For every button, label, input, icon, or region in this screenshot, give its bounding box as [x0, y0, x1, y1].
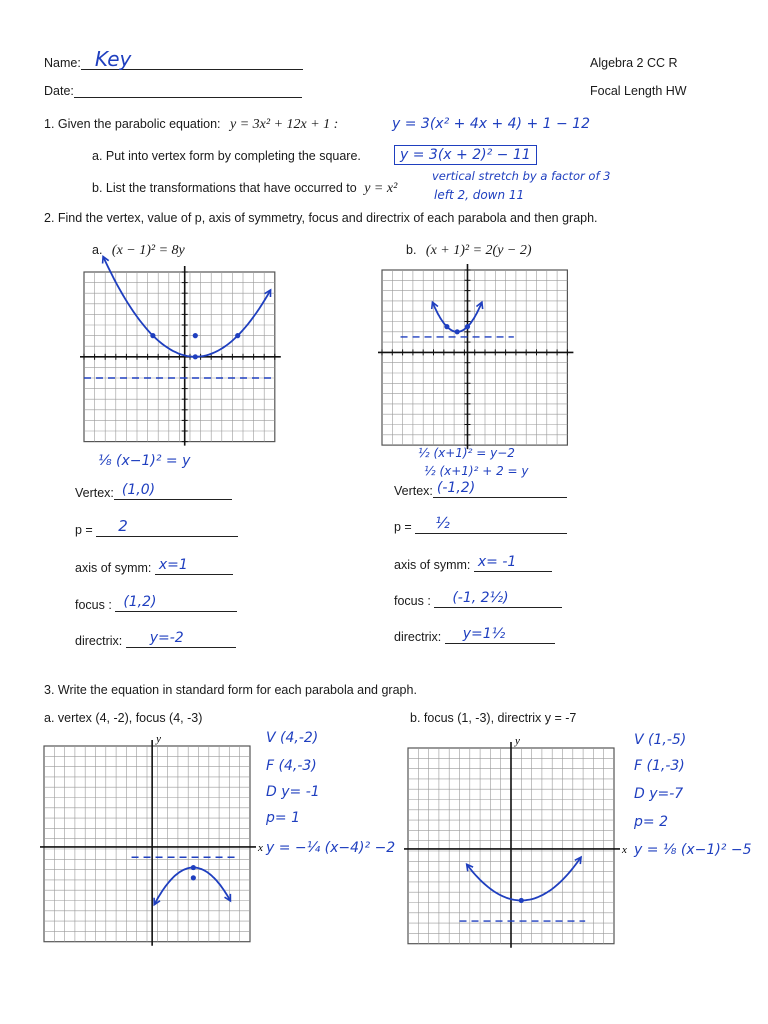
q1-prompt-text: 1. Given the parabolic equation: [44, 117, 221, 131]
q2a-directrix-label: directrix: [75, 634, 123, 648]
q2a-focus-label: focus : [75, 598, 112, 612]
q3b-note-vertex: V (1,-5) [634, 732, 687, 748]
q2b-p-label: p = [394, 520, 412, 534]
q2b-p-value: ½ [435, 514, 450, 532]
q3a-equation: y = −¼ (x−4)² −2 [266, 840, 396, 856]
plotted-point-2b [455, 329, 460, 334]
parabola-3b [467, 857, 581, 900]
q2a-equation: (x − 1)² = 8y [111, 243, 185, 258]
name-value: Key [94, 47, 132, 71]
graph-2a [84, 272, 278, 446]
q2b-focus-row [394, 590, 562, 608]
q2a-label: a. [92, 243, 103, 257]
q3b-label: b. focus (1, -3), directrix y = -7 [410, 711, 577, 725]
q1-prompt [44, 117, 338, 133]
focus-point-3a [191, 875, 196, 880]
q2a-heading [92, 243, 185, 259]
q2a-directrix-row [75, 630, 236, 648]
q1-part-b [92, 181, 397, 197]
q2a-axis-value: x=1 [158, 557, 188, 573]
q2b-focus-label: focus : [394, 594, 431, 608]
name-label [44, 47, 303, 71]
q1-vertex-form-answer: y = 3(x + 2)² − 11 [394, 145, 537, 165]
q3a-note-directrix: D y= -1 [266, 784, 320, 800]
q2b-work-line2: ½ (x+1)² + 2 = y [424, 464, 529, 478]
plotted-point-2a [150, 333, 155, 338]
y-axis-label: y [156, 733, 162, 745]
q2a-p-row [75, 517, 238, 537]
q1-transform-line2: left 2, down 11 [434, 188, 525, 202]
q2b-focus-field[interactable] [434, 590, 562, 608]
q2a-directrix-field[interactable] [126, 630, 236, 648]
q2b-vertex-value: (-1,2) [436, 480, 476, 496]
q2a-focus-value: (1,2) [123, 594, 157, 610]
plotted-point-2b [444, 324, 449, 329]
q1-part-b-eq: y = x² [364, 181, 398, 196]
date-label-text: Date: [44, 84, 74, 98]
q2a-vertex-value: (1,0) [121, 482, 156, 498]
q1-part-a: a. Put into vertex form by completing the square. [92, 149, 361, 163]
q3b-equation: y = ⅛ (x−1)² −5 [634, 842, 752, 858]
q2b-vertex-field[interactable] [433, 480, 567, 498]
q2a-focus-row [75, 594, 237, 612]
q2a-work: ⅛ (x−1)² = y [98, 453, 191, 469]
plotted-point-2a [193, 354, 198, 359]
graph-3b [408, 735, 627, 958]
q2b-directrix-value: y=1½ [462, 626, 506, 642]
q2a-axis-field[interactable] [155, 557, 233, 575]
q2a-vertex-row [75, 482, 232, 500]
graph-3a [44, 733, 263, 956]
q3a-note-focus: F (4,-3) [266, 758, 317, 774]
vertex-point-3a [191, 865, 196, 870]
q2a-vertex-label: Vertex: [75, 486, 114, 500]
q1-transform-line1: vertical stretch by a factor of 3 [432, 169, 611, 183]
q1-equation: y = 3x² + 12x + 1 : [230, 117, 339, 132]
q2a-p-value: 2 [118, 517, 128, 535]
name-field[interactable] [81, 47, 303, 71]
q1-part-b-text: b. List the transformations that have occurred to [92, 181, 357, 195]
q2a-axis-row [75, 557, 233, 575]
q2b-p-row [394, 514, 567, 534]
q3a-note-vertex: V (4,-2) [266, 730, 319, 746]
q2b-axis-row [394, 554, 552, 572]
date-field[interactable] [74, 84, 302, 98]
q2a-p-label: p = [75, 523, 93, 537]
vertex-point-3b [519, 898, 524, 903]
plotted-point-2a [235, 333, 240, 338]
plotted-point-2b [465, 324, 470, 329]
q2b-label: b. [406, 243, 417, 257]
q2b-directrix-field[interactable] [445, 626, 555, 644]
q3a-note-p: p= 1 [266, 810, 300, 826]
assignment-title: Focal Length HW [590, 84, 687, 98]
graph-2b [382, 270, 568, 444]
q2b-directrix-row [394, 626, 555, 644]
date-label [44, 84, 302, 98]
q2a-focus-field[interactable] [115, 594, 237, 612]
q2b-work-line1: ½ (x+1)² = y−2 [418, 446, 515, 460]
y-axis-label: y [515, 735, 520, 747]
q2-prompt: 2. Find the vertex, value of p, axis of symmetry, focus and directrix of each parabola and then graph. [44, 211, 598, 225]
q2b-axis-value: x= -1 [477, 554, 517, 570]
q2b-axis-field[interactable] [474, 554, 552, 572]
q2b-focus-value: (-1, 2½) [452, 590, 509, 606]
q2a-directrix-value: y=-2 [149, 630, 184, 646]
q3a-label: a. vertex (4, -2), focus (4, -3) [44, 711, 203, 725]
q3b-note-p: p= 2 [634, 814, 668, 830]
q2b-heading [406, 243, 532, 259]
q3-prompt: 3. Write the equation in standard form for each parabola and graph. [44, 683, 417, 697]
q3b-note-directrix: D y=-7 [634, 786, 684, 802]
q2a-vertex-field[interactable] [114, 482, 232, 500]
q2a-p-field[interactable] [96, 517, 238, 537]
q2b-axis-label: axis of symm: [394, 558, 471, 572]
q1-work-line1: y = 3(x² + 4x + 4) + 1 − 12 [392, 116, 590, 132]
focus-point-2a [193, 333, 198, 338]
name-label-text: Name: [44, 56, 81, 70]
q2a-axis-label: axis of symm: [75, 561, 152, 575]
q3b-note-focus: F (1,-3) [634, 758, 685, 774]
course-title: Algebra 2 CC R [590, 56, 678, 70]
q2b-equation: (x + 1)² = 2(y − 2) [425, 243, 532, 258]
q2b-vertex-row [394, 480, 567, 498]
q2b-directrix-label: directrix: [394, 630, 442, 644]
x-axis-label: x [622, 843, 627, 856]
q2b-vertex-label: Vertex: [394, 484, 433, 498]
q2b-p-field[interactable] [415, 514, 567, 534]
x-axis-label: x [258, 841, 263, 854]
